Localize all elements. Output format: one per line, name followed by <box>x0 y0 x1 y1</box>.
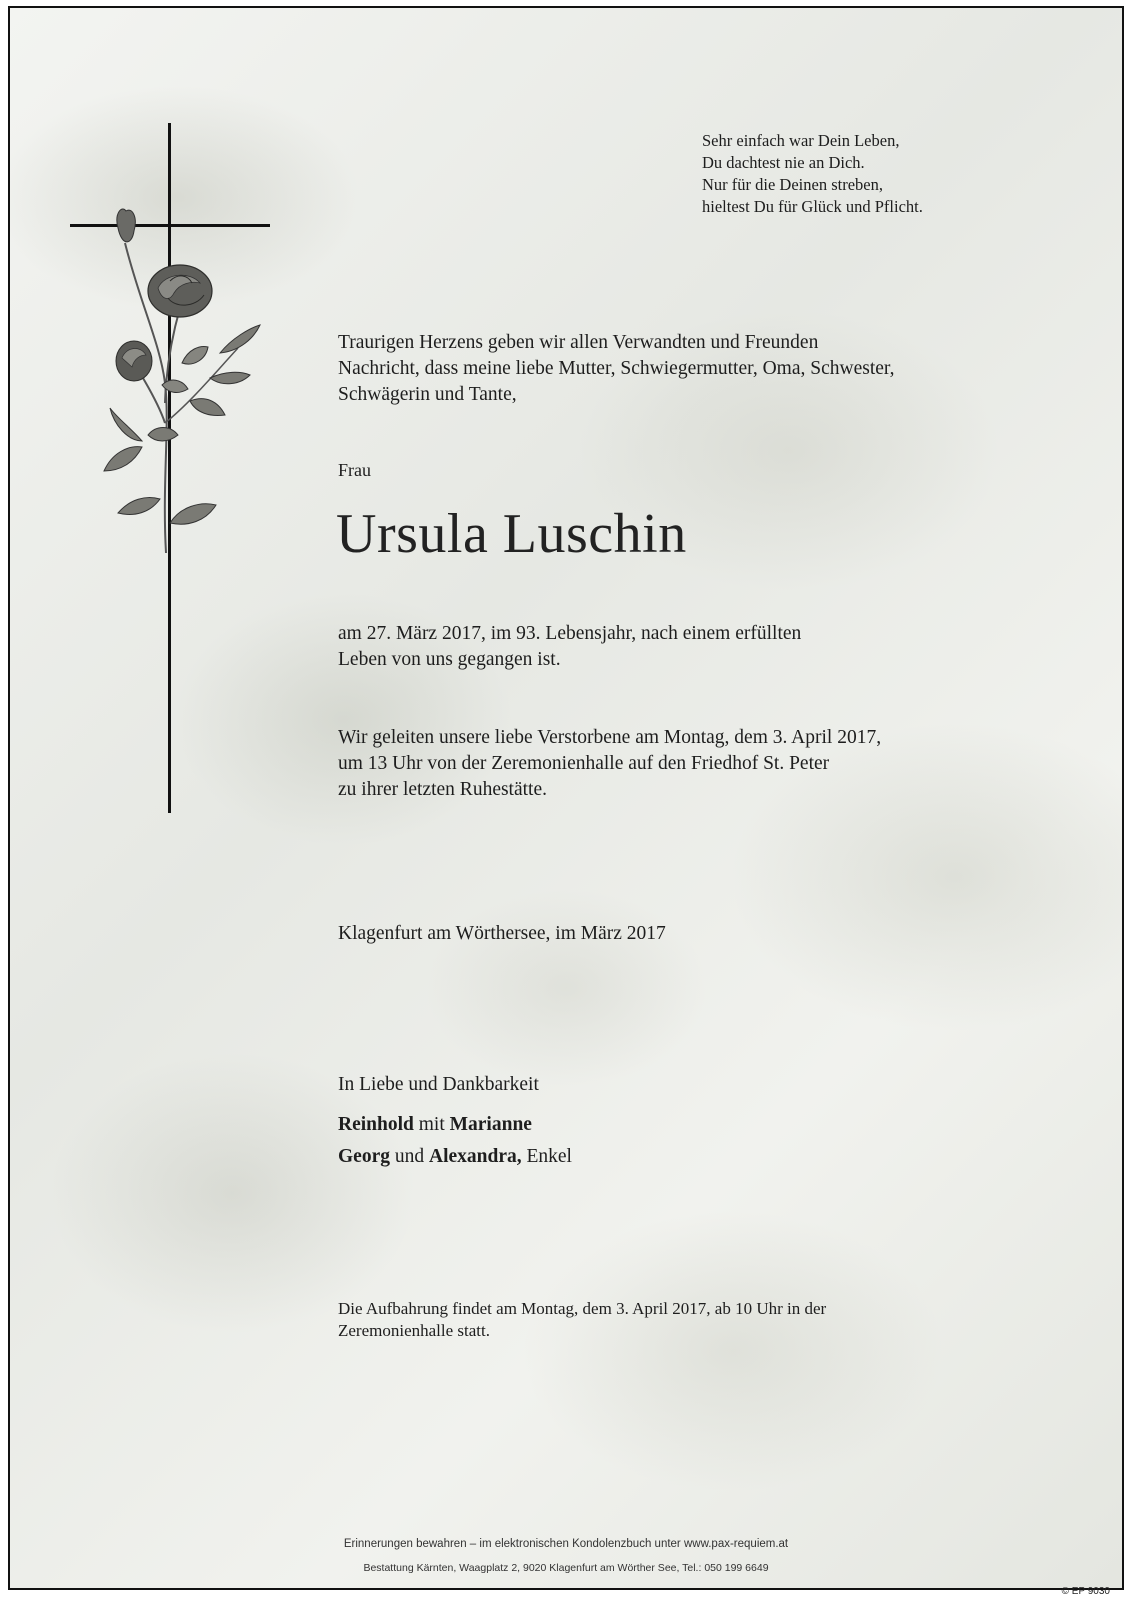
place-date: Klagenfurt am Wörthersee, im März 2017 <box>338 923 666 944</box>
poem-line: Nur für die Deinen streben, <box>702 175 883 194</box>
poem-line: Sehr einfach war Dein Leben, <box>702 131 900 150</box>
poem-line: Du dachtest nie an Dich. <box>702 153 865 172</box>
condolence-footer: Erinnerungen bewahren – im elektronischen Kondolenzbuch unter www.pax-requiem.at <box>343 1538 789 1550</box>
announcement-intro <box>338 330 894 408</box>
funeral-line: um 13 Uhr von der Zeremonienhalle auf den Friedhof St. Peter <box>338 753 830 774</box>
mourner-line <box>338 1146 572 1168</box>
salutation: Frau <box>338 460 371 480</box>
passing-line: Leben von uns gegangen ist. <box>338 649 561 670</box>
funeral-company-footer: Bestattung Kärnten, Waagplatz 2, 9020 Klagenfurt am Wörther See, Tel.: 050 199 6649 <box>363 1562 769 1574</box>
mourners-intro: In Liebe und Dankbarkeit <box>338 1074 539 1095</box>
intro-line: Nachricht, dass meine liebe Mutter, Schwiegermutter, Oma, Schwester, <box>338 358 895 379</box>
funeral-line: zu ihrer letzten Ruhestätte. <box>338 779 547 800</box>
funeral-details <box>338 725 881 803</box>
mourner-line <box>338 1114 532 1136</box>
intro-line: Traurigen Herzens geben wir allen Verwandten und Freunden <box>338 332 819 353</box>
mourner-name: Marianne <box>449 1114 532 1135</box>
poem <box>702 130 923 218</box>
intro-line: Schwägerin und Tante, <box>338 384 517 405</box>
funeral-line: Wir geleiten unsere liebe Verstorbene am Montag, dem 3. April 2017, <box>338 727 882 748</box>
deceased-name: Ursula Luschin <box>336 503 687 565</box>
mourner-name: Georg <box>338 1146 390 1167</box>
cross-with-rose-icon <box>70 123 280 813</box>
mourner-conjunction: und <box>389 1146 429 1167</box>
obituary-sheet <box>8 6 1124 1597</box>
wake-details <box>338 1298 826 1342</box>
mourner-name: Reinhold <box>338 1114 414 1135</box>
wake-line: Die Aufbahrung findet am Montag, dem 3. April 2017, ab 10 Uhr in der <box>338 1299 827 1318</box>
passing-statement <box>338 621 801 673</box>
passing-line: am 27. März 2017, im 93. Lebensjahr, nach einem erfüllten <box>338 623 802 644</box>
mourner-conjunction: mit <box>413 1114 450 1135</box>
mourner-name: Alexandra, <box>428 1146 522 1167</box>
poem-line: hieltest Du für Glück und Pflicht. <box>702 197 923 216</box>
template-code: © EP 9030 <box>1061 1586 1110 1597</box>
wake-line: Zeremonienhalle statt. <box>338 1321 490 1340</box>
mourner-relation: Enkel <box>521 1146 572 1167</box>
